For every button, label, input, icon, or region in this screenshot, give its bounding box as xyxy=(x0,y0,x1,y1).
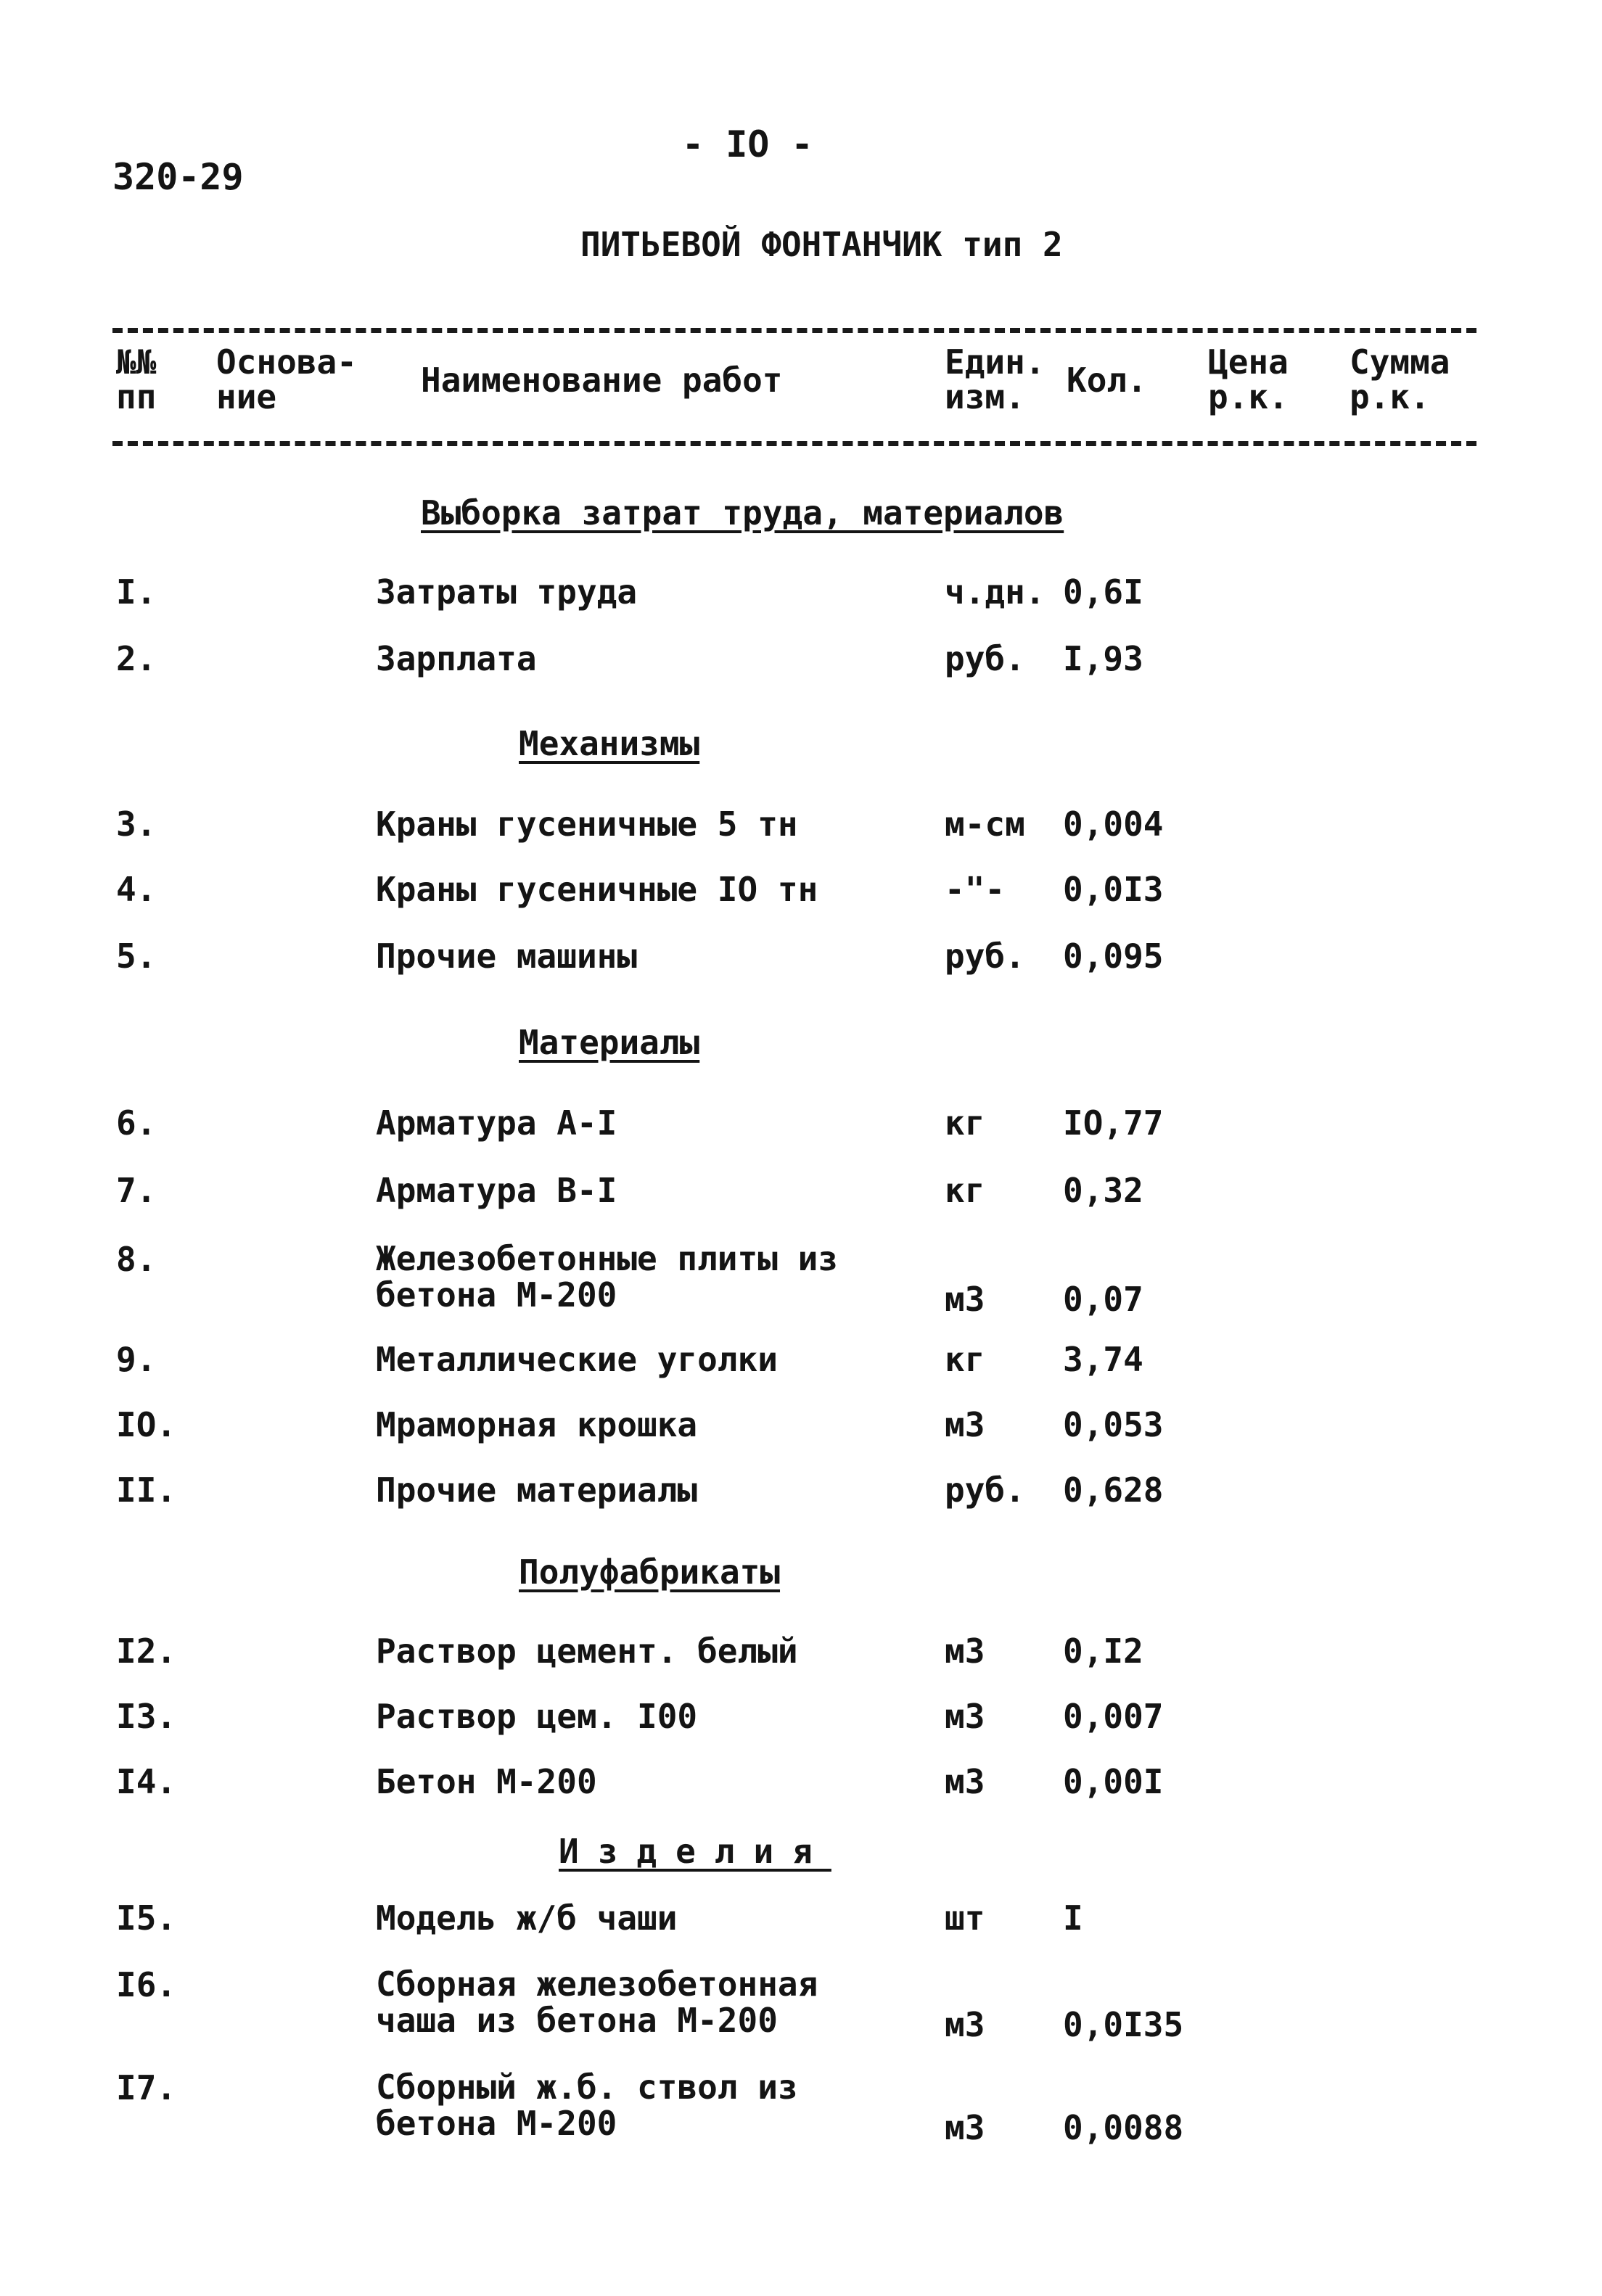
row-unit: м3 xyxy=(945,1405,985,1444)
row-name: Краны гусеничные IO тн xyxy=(376,870,818,909)
row-qty: 0,628 xyxy=(1063,1470,1164,1510)
row-unit: м3 xyxy=(945,1632,985,1671)
row-number: I. xyxy=(116,572,157,612)
col-header-sum: Сумма р.к. xyxy=(1350,342,1450,416)
row-number: I2. xyxy=(116,1632,177,1671)
row-name-continued: бетона М-200 xyxy=(376,2104,617,2143)
row-name: Железобетонные плиты из xyxy=(376,1239,838,1278)
row-number: 8. xyxy=(116,1240,157,1279)
row-number: 6. xyxy=(116,1103,157,1143)
table-row xyxy=(0,937,1602,1024)
row-unit: кг xyxy=(945,1103,985,1143)
row-unit: шт xyxy=(945,1898,985,1938)
row-qty: 0,I2 xyxy=(1063,1632,1143,1671)
col-header-qty: Кол. xyxy=(1067,361,1147,400)
row-qty: 0,095 xyxy=(1063,937,1164,976)
row-name-continued: чаша из бетона М-200 xyxy=(376,2001,778,2040)
section-title: Полуфабрикаты xyxy=(519,1552,781,1592)
row-qty: 0,0I35 xyxy=(1063,2005,1184,2044)
row-name: Краны гусеничные 5 тн xyxy=(376,805,798,844)
row-qty: 3,74 xyxy=(1063,1340,1143,1379)
row-number: I3. xyxy=(116,1697,177,1736)
row-number: 2. xyxy=(116,639,157,678)
row-name: Зарплата xyxy=(376,639,537,678)
row-number: I7. xyxy=(116,2068,177,2107)
row-qty: 0,0088 xyxy=(1063,2108,1184,2147)
row-qty: I,93 xyxy=(1063,639,1143,678)
page-number: - IO - xyxy=(682,123,813,165)
row-qty: 0,053 xyxy=(1063,1405,1164,1444)
document-code: 320-29 xyxy=(112,156,244,198)
row-unit: м3 xyxy=(945,1762,985,1801)
row-qty: I xyxy=(1063,1898,1083,1938)
section-title: Выборка затрат труда, материалов xyxy=(421,493,1064,532)
row-number: I5. xyxy=(116,1898,177,1938)
row-name: Мраморная крошка xyxy=(376,1405,698,1444)
row-number: 3. xyxy=(116,805,157,844)
row-name: Раствор цемент. белый xyxy=(376,1632,798,1671)
row-unit: м-см xyxy=(945,805,1025,844)
row-unit: кг xyxy=(945,1171,985,1210)
row-unit: руб. xyxy=(945,937,1025,976)
section-title: Материалы xyxy=(519,1023,700,1062)
row-name: Сборная железобетонная xyxy=(376,1964,818,2004)
row-unit: м3 xyxy=(945,1697,985,1736)
table-row xyxy=(0,1471,1602,1558)
row-name: Арматура B-I xyxy=(376,1171,617,1210)
row-unit: м3 xyxy=(945,2005,985,2044)
row-unit: м3 xyxy=(945,2108,985,2147)
row-unit: -"- xyxy=(945,870,1006,909)
row-number: I6. xyxy=(116,1965,177,2004)
row-qty: 0,007 xyxy=(1063,1697,1164,1736)
row-name: Модель ж/б чаши xyxy=(376,1898,678,1938)
row-unit: руб. xyxy=(945,639,1025,678)
row-qty: 0,0I3 xyxy=(1063,870,1164,909)
row-unit: руб. xyxy=(945,1470,1025,1510)
table-row xyxy=(0,1240,1602,1349)
row-unit: м3 xyxy=(945,1280,985,1319)
row-name: Сборный ж.б. ствол из xyxy=(376,2067,798,2107)
row-number: I4. xyxy=(116,1762,177,1801)
row-number: II. xyxy=(116,1470,177,1510)
row-qty: 0,07 xyxy=(1063,1280,1143,1319)
col-header-price: Цена р.к. xyxy=(1208,342,1289,416)
table-row xyxy=(0,2069,1602,2178)
table-row xyxy=(0,640,1602,727)
col-header-basis: Основа- ние xyxy=(216,342,357,416)
row-name: Арматура A-I xyxy=(376,1103,617,1143)
header-top-rule xyxy=(112,328,1476,333)
section-title: Механизмы xyxy=(519,724,700,763)
row-unit: ч.дн. xyxy=(945,572,1046,612)
row-number: 4. xyxy=(116,870,157,909)
row-number: 9. xyxy=(116,1340,157,1379)
row-name-continued: бетона М-200 xyxy=(376,1275,617,1314)
row-name: Бетон М-200 xyxy=(376,1762,597,1801)
row-name: Прочие машины xyxy=(376,937,638,976)
row-number: IO. xyxy=(116,1405,177,1444)
row-name: Раствор цем. I00 xyxy=(376,1697,698,1736)
row-name: Прочие материалы xyxy=(376,1470,698,1510)
row-qty: 0,6I xyxy=(1063,572,1143,612)
row-number: 7. xyxy=(116,1171,157,1210)
table-row xyxy=(0,1966,1602,2075)
section-title: Изделия xyxy=(559,1832,831,1871)
row-number: 5. xyxy=(116,937,157,976)
row-unit: кг xyxy=(945,1340,985,1379)
row-qty: 0,004 xyxy=(1063,805,1164,844)
row-qty: 0,00I xyxy=(1063,1762,1164,1801)
row-name: Металлические уголки xyxy=(376,1340,778,1379)
col-header-unit: Един. изм. xyxy=(945,342,1046,416)
row-name: Затраты труда xyxy=(376,572,638,612)
document-title: ПИТЬЕВОЙ ФОНТАНЧИК тип 2 xyxy=(580,225,1063,264)
row-qty: IO,77 xyxy=(1063,1103,1164,1143)
row-qty: 0,32 xyxy=(1063,1171,1143,1210)
col-header-name: Наименование работ xyxy=(421,361,783,400)
header-bottom-rule xyxy=(112,441,1476,446)
col-header-num: №№ пп xyxy=(116,342,157,416)
